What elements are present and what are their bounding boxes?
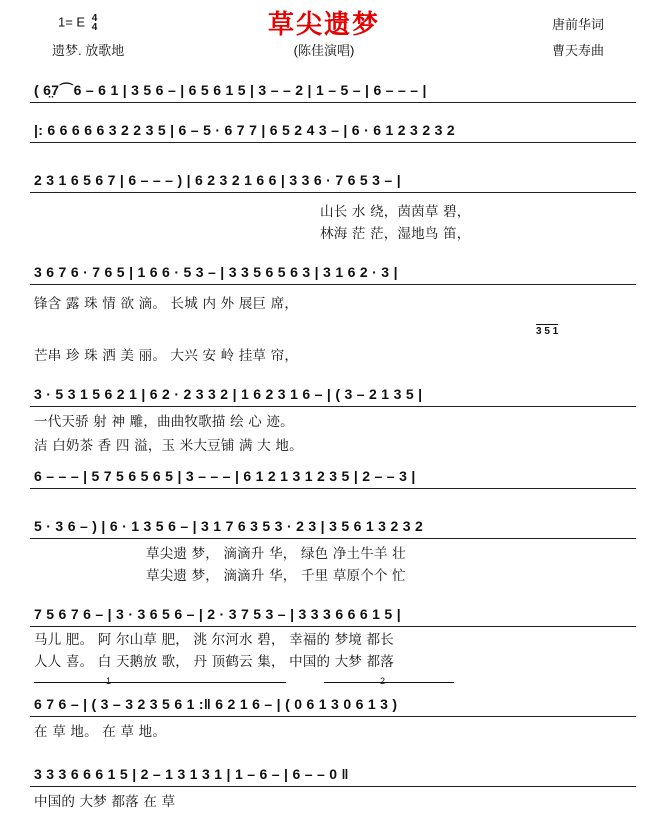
song-title: 草尖遗梦: [267, 9, 380, 39]
style-marking: 遗梦. 放歌地: [52, 43, 125, 58]
notation-row-5: [30, 384, 636, 407]
lyric-line: 中国的 大梦 都落 在 草: [34, 794, 176, 810]
notation-line: 3 · 5 3 1 5 6 2 1 | 6 2 · 2 3 3 2 | 1 6 2 3 1 6 – | ( 3 – 2 1 3 5 |: [34, 386, 423, 402]
notation-row-1: [30, 80, 636, 103]
notation-line: 6 – – – | 5 7 5 6 5 6 5 | 3 – – – | 6 1 2 1 3 1 2 3 5 | 2 – – 3 |: [34, 468, 416, 484]
notation-line: 7 5 6 7 6 – | 3 · 3 6 5 6 – | 2 · 3 7 5 3 – | 3 3 3 6 6 6 1 5 |: [34, 606, 401, 622]
volta-bracket-2: [324, 682, 454, 683]
notation-line: |: 6 6 6 6 6 3 2 2 3 5 | 6 – 5 · 6 7 7 | 6 5 2 4 3 – | 6 · 6 1 2 3 2 3 2: [34, 122, 455, 138]
notation-line: ( 6̤7⌒6 – 6 1 | 3 5 6 – | 6 5 6 1 5 | 3 – – 2 | 1 – 5 – | 6 – – – |: [34, 82, 427, 98]
lyric-line: 山长 水 绕，茵茵草 碧，: [320, 204, 471, 220]
composer-credit: 曹天寿曲: [551, 43, 604, 58]
lyric-line: 人人 喜。 白 天鹅放 歌， 丹 顶鹤云 集， 中国的 大梦 都落: [34, 654, 395, 670]
notation-row-3: [30, 170, 636, 193]
notation-row-10: [30, 764, 636, 787]
notation-row-8: [30, 604, 636, 627]
lyric-line: 锋含 露 珠 情 欲 滴。 长城 内 外 展巨 席，: [34, 296, 299, 312]
notation-line: 2 3 1 6 5 6 7 | 6 – – – ) | 6 2 3 2 1 6 6 | 3 3 6 · 7 6 5 3 – |: [34, 172, 401, 188]
time-bottom: 4: [91, 22, 98, 33]
notation-line: 6 7 6 – | ( 3 – 3 2 3 5 6 1 :‖ 6 2 1 6 – | ( 0 6 1 3 0 6 1 3 ): [34, 696, 398, 712]
lyric-line: 一代天骄 射 神 雕，曲曲牧歌描 绘 心 迹。: [34, 414, 294, 430]
lyric-line: 在 草 地。 在 草 地。: [34, 724, 167, 740]
notation-row-2: [30, 120, 636, 143]
time-top: 4: [91, 13, 98, 24]
lyric-line: 草尖遗 梦， 滴滴升 华， 绿色 净土牛羊 壮: [146, 546, 406, 562]
lyric-line: 草尖遗 梦， 滴滴升 华， 千里 草原个个 忙: [146, 568, 406, 584]
notation-line: 5 · 3 6 – ) | 6 · 1 3 5 6 – | 3 1 7 6 3 5 3 · 2 3 | 3 5 6 1 3 2 3 2: [34, 518, 424, 534]
lyric-line: 芒串 珍 珠 洒 美 丽。 大兴 安 岭 挂草 帘，: [34, 348, 299, 364]
lyric-line: 洁 白奶茶 香 四 溢，玉 米大豆铺 满 大 地。: [34, 438, 303, 454]
notation-row-4: [30, 262, 636, 285]
key-label: 1= E: [58, 14, 86, 30]
notation-line: 3 6 7 6 · 7 6 5 | 1 6 6 · 5 3 – | 3 3 5 6 5 6 3 | 3 1 6 2 · 3 |: [34, 264, 398, 280]
notation-row-9: [30, 694, 636, 717]
singer-credit: (陈佳演唱): [293, 43, 355, 58]
lyricist-credit: 唐前华词: [551, 17, 604, 32]
notation-row-7: [30, 516, 636, 539]
grace-notes: 3 5 1: [536, 326, 559, 337]
notation-row-6: [30, 466, 636, 489]
notation-line: 3 3 3 6 6 6 1 5 | 2 – 1 3 1 3 1 | 1 – 6 – | 6 – – 0 ‖: [34, 766, 349, 782]
volta-bracket-1: [34, 682, 286, 683]
lyric-line: 林海 茫 茫，湿地鸟 笛，: [320, 226, 471, 242]
lyric-line: 马儿 肥。 阿 尔山草 肥， 洮 尔河水 碧， 幸福的 梦境 都长: [34, 632, 395, 648]
volta-number-1: 1: [106, 676, 112, 686]
volta-number-2: 2: [380, 676, 386, 686]
